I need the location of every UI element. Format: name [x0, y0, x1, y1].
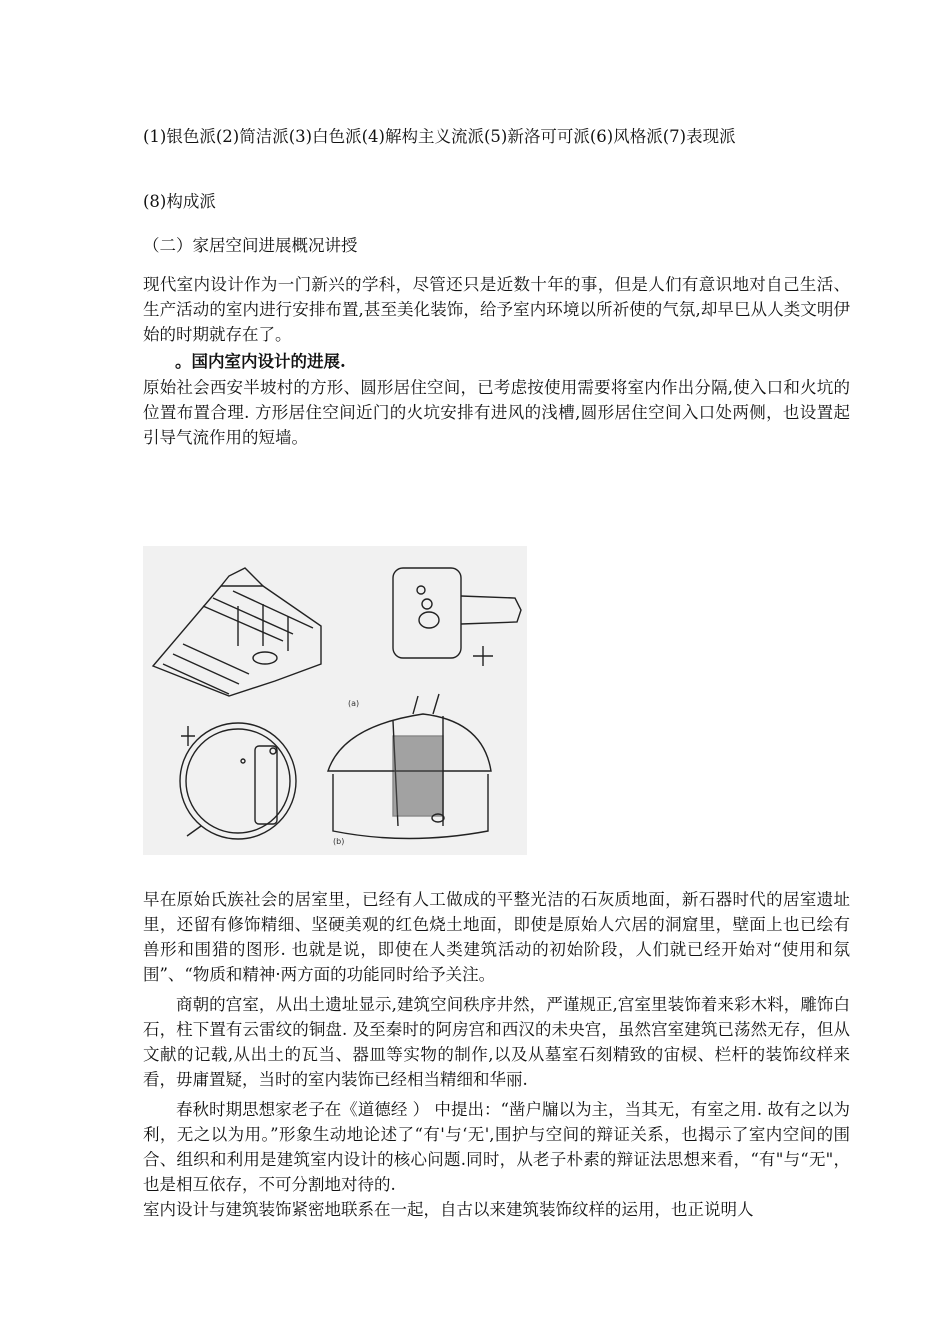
paragraph-intro: 现代室内设计作为一门新兴的学科，尽管还只是近数十年的事，但是人们有意识地对自己生活、生产活动的室内进行安排布置,甚至美化装饰，给予室内环境以所祈使的气氛,却早巳从人类文明伊始的时期就存在了。	[143, 275, 850, 344]
paragraph-primitive-dwelling: 早在原始氏族社会的居室里，已经有人工做成的平整光洁的石灰质地面，新石器时代的居室遗址里，还留有修饰精细、坚硬美观的红色烧土地面，即使是原始人穴居的洞窟里，壁面上也已绘有兽形和围猎的图形. 也就是说，即使在人类建筑活动的初始阶段，人们就已经开始对“使用和氛围”、“物质和精神·两方面的功能同时给予关注。	[143, 890, 850, 984]
paragraph-banpo: 原始社会西安半坡村的方形、圆形居住空间，已考虑按使用需要将室内作出分隔,使入口和火坑的位置布置合理. 方形居住空间近门的火坑安排有进风的浅槽,圆形居住空间入口处两侧，也设置起引导气流作用的短墙。	[143, 378, 850, 447]
section-heading: （二）家居空间进展概况讲授	[143, 236, 358, 255]
square-dwelling-section	[153, 568, 321, 696]
round-dwelling-section	[328, 694, 491, 839]
round-dwelling-plan	[180, 723, 296, 839]
subsection-heading: 。国内室内设计的进展.	[175, 352, 346, 371]
paragraph-styles-list-cont: (8)构成派	[143, 192, 216, 211]
paragraph-styles-list: (1)银色派(2)简洁派(3)白色派(4)解构主义流派(5)新洛可可派(6)风格派(7)表现派	[143, 127, 736, 146]
dwelling-sketch	[143, 546, 527, 855]
paragraph-decoration: 室内设计与建筑装饰紧密地联系在一起，自古以来建筑装饰纹样的运用，也正说明人	[143, 1200, 754, 1219]
paragraph-laozi: 春秋时期思想家老子在《道德经 ） 中提出：“凿户牖以为主，当其无，有室之用. 故有之以为利，无之以为用。”形象生动地论述了“有'与‘无',围护与空间的辩证关系，也揭示了室内空间的围合、组织和利用是建筑室内设计的核心问题.同时，从老子朴素的辩证法思想来看，“有"与“无"，也是相互依存，不可分割地对待的.	[143, 1100, 850, 1194]
square-dwelling-plan	[393, 568, 521, 666]
banpo-dwelling-illustration	[143, 546, 527, 855]
figure-label-a: (a)	[348, 699, 360, 708]
paragraph-shang-palace: 商朝的宫室，从出土遗址显示,建筑空间秩序井然，严谨规正,宫室里装饰着来彩木料，雕饰白石，柱下置有云雷纹的铜盘. 及至秦时的阿房宫和西汉的未央宫，虽然宫室建筑已荡然无存，但从文献的记载,从出土的瓦当、器皿等实物的制作,以及从墓室石刻精致的宙棂、栏杆的装饰纹样来看，毋庸置疑，当时的室内装饰已经相当精细和华丽.	[143, 995, 850, 1089]
figure-label-b: (b)	[333, 837, 345, 846]
